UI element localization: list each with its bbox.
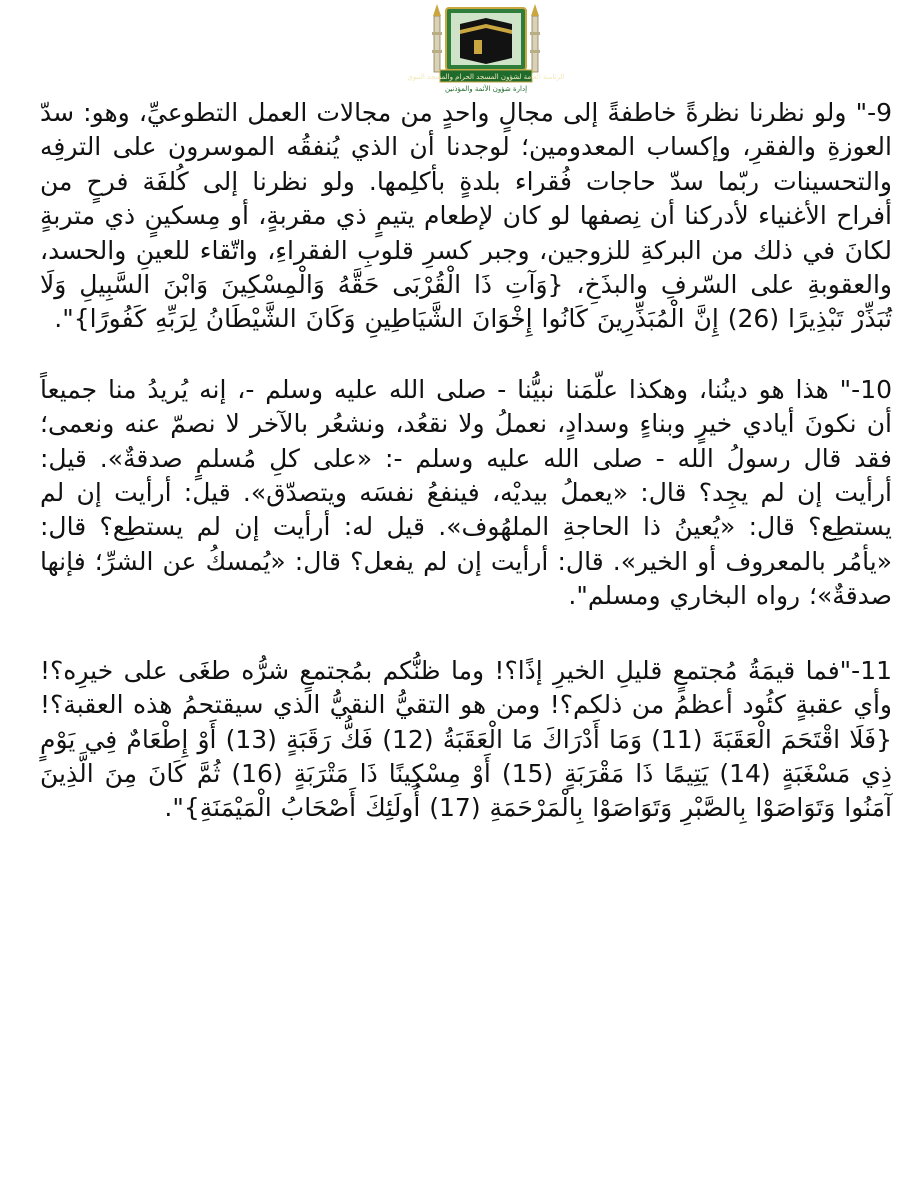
article-body (40, 96, 892, 826)
paragraph-11: 11-"فما قيمَةُ مُجتمعٍ قليلِ الخيرِ إذًا؟! وما ظنُّكم بمُجتمعٍ شرُّه طغَى على خيرِه؟! وأي عقبةٍ كئُود أعظمُ من ذلكم؟! ومن هو التقيُّ النقيُّ الذي سيقتحمُ هذه العقبة؟! {فَلَا اقْتَحَمَ الْعَقَبَةَ (11) وَمَا أَدْرَاكَ مَا الْعَقَبَةُ (12) فَكُّ رَقَبَةٍ (13) أَوْ إِطْعَامٌ فِي يَوْمٍ ذِي مَسْغَبَةٍ (14) يَتِيمًا ذَا مَقْرَبَةٍ (15) أَوْ مِسْكِينًا ذَا مَتْرَبَةٍ (16) ثُمَّ كَانَ مِنَ الَّذِينَ آمَنُوا وَتَوَاصَوْا بِالصَّبْرِ وَتَوَاصَوْا بِالْمَرْحَمَةِ (17) أُولَئِكَ أَصْحَابُ الْمَيْمَنَةِ}". (40, 655, 893, 823)
paragraph-9: 9-" ولو نظرنا نظرةً خاطفةً إلى مجالٍ واحدٍ من مجالات العمل التطوعيِّ، وهو: سدّ العوزةِ والفقرِ، وإكساب المعدومين؛ لوجدنا أن الذي يُنفقُه الموسرون على الترفِه والتحسينات ربّما سدّ حاجات فُقراء بلدةٍ بأكلِمها. ولو نظرنا إلى كُلفَة فرحٍ من أفراح الأغنياء لأدركنا أن نِصفها لو كان لإطعام يتيمٍ ذي مقربةٍ، أو مِسكينٍ ذي متربةٍ لكانَ في ذلك من البركةِ للزوجين، وجبر كسرِ قلوبِ الفقراءِ، واتّقاء للعينِ والحسد، والعقوبةِ على السّرفِ والبذَخِ، {وَآتِ ذَا الْقُرْبَى حَقَّهُ وَالْمِسْكِينَ وَابْنَ السَّبِيلِ وَلَا تُبَذِّرْ تَبْذِيرًا (26) إِنَّ الْمُبَذِّرِينَ كَانُوا إِخْوَانَ الشَّيَاطِينِ وَكَانَ الشَّيْطَانُ لِرَبِّهِ كَفُورًا}". (40, 98, 892, 334)
logo-caption-bottom: إدارة شؤون الأئمة والمؤذنين (444, 85, 528, 93)
presidency-logo (407, 2, 565, 94)
minaret-right-icon (530, 4, 540, 72)
minaret-left-icon (432, 4, 442, 72)
paragraph-10: 10-" هذا هو دينُنا، وهكذا علّمَنا نبيُّنا - صلى الله عليه وسلم -، إنه يُريدُ منا جميعاً أن نكونَ أيادي خيرٍ وبناءٍ وسدادٍ، نعملُ ولا نقعُد، ونشعُر بالآخر لا نصمّ عنه ونعمى؛ فقد قال رسولُ الله - صلى الله عليه وسلم -: «على كلِ مُسلمٍ صدقةٌ». قيل: أرأيت إن لم يجِد؟ قال: «يعملُ بيديْه، فينفعُ نفسَه ويتصدّق». قيل: أرأيت إن لم يستطِع؟ قال: «يُعينُ ذا الحاجةِ الملهُوف». قيل له: أرأيت إن لم يستطِع؟ قال: «يأمُر بالمعروف أو الخير». قال: أرأيت إن لم يفعل؟ قال: «يُمسكُ عن الشرِّ؛ فإنها صدقةٌ»؛ رواه البخاري ومسلم". (40, 374, 892, 611)
logo-caption-top: الرئاسة العامة لشؤون المسجد الحرام والمسجد النبوي (407, 73, 565, 81)
kaaba-icon (460, 18, 512, 64)
